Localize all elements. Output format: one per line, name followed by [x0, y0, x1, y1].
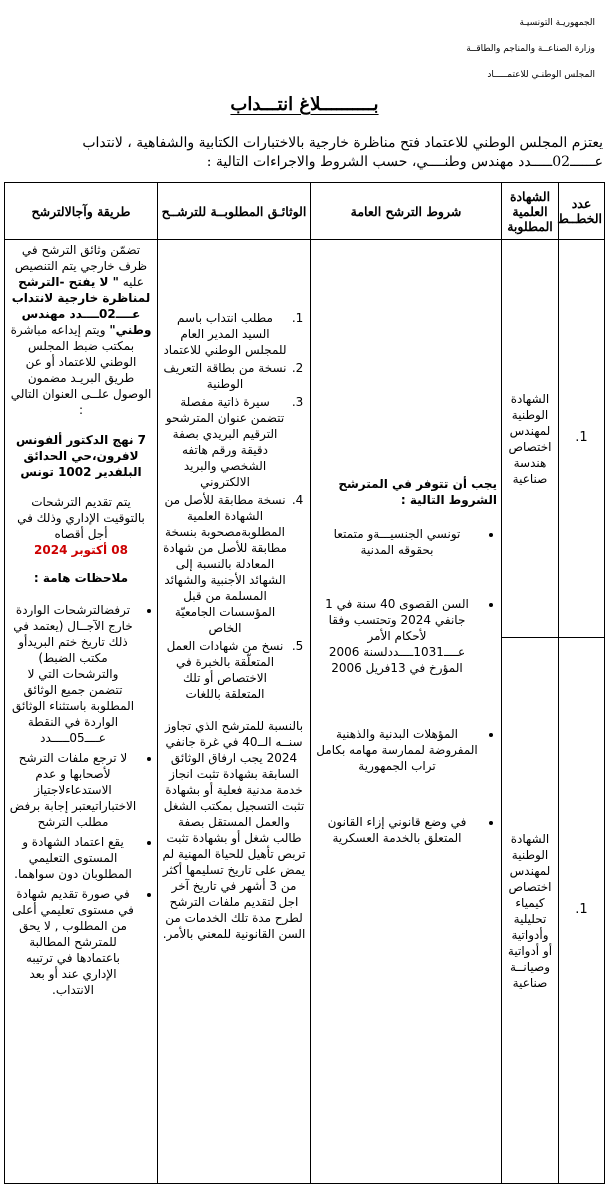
notes-list [9, 602, 153, 998]
intro-paragraph: يعتزم المجلس الوطني للاعتماد فتح مناظرة خارجية بالاختبارات الكتابية والشفاهية ، لانتداب عــــــ02ـــــدد مهندس وطنــــي، حسب الشروط والاجراءات التالية : [82, 135, 603, 170]
table-header-row [5, 183, 605, 240]
condition-item: • في وضع قانوني إزاء القانون المتعلق بالخدمة العسكرية [315, 814, 479, 846]
condition-item: • تونسي الجنسيـــةو متمتعا بحقوقه المدنية [315, 526, 479, 558]
document-item: 3. سيرة ذاتية مفصلة تتضمن عنوان المترشحو الترقيم البريدي بصفة دقيقة ورقم هاتفه الشخصي والبريد الالكتروني [162, 394, 288, 490]
header-count: عدد الخطــط [559, 183, 605, 240]
envelope-label: " لا يفتح -الترشح لمناظرة خارجية لانتداب عــــ02ــــدد مهندس وطني" [11, 275, 152, 337]
notes-title: ملاحظات هامة : [33, 571, 129, 585]
note-item: • ترفضالترشحات الواردة خارج الآجــال (يعتمد في ذلك تاريخ ختم البريدأو مكتب الضبط) والترشحات التي لا تتضمن جميع الوثائق المطلوبة باستثناء الوثائق الواردة في النقطة عــــ05ـــــدد [9, 602, 137, 746]
row-1-degree: الشهادة الوطنية لمهندس اختصاص هندسة صناعية [502, 240, 559, 638]
row-2-count: 1. [559, 638, 605, 1184]
header-conditions: شروط الترشح العامة [311, 183, 502, 240]
ministry-header: وزارة الصناعــة والمناجم والطاقــة [466, 44, 595, 54]
documents-cell [158, 240, 311, 1184]
row-1-count: 1. [559, 240, 605, 638]
note-item: • لا ترجع ملفات الترشح لأصحابها و عدم الاستدعاءلاجتياز الاختباراتيعتبر إجابة برفض مطلب الترشح [9, 750, 137, 830]
documents-note: بالنسبة للمترشح الذي تجاوز سنــه الــ40 في غرة جانفي 2024 يجب ارفاق الوثائق السابقة بشهادة تثبت انجاز خدمة مدنية فعلية أو بشهادة تثبت التسجيل بمكتب الشغل والعمل المستقل بصفة طالب شغل أو بشهادة تثبت تربص تأهيل للحياة المهنية لم يمض على تاريخ تسليمها أكثر من 3 أشهر في تاريخ آخر اجل لتقديم ملفات الترشح لطرح مدة تلك الخدمات من السن القانونية للمعني بالأمر. [162, 719, 306, 941]
note-item: • في صورة تقديم شهادة في مستوى تعليمي أعلى من المطلوب , لا يحق للمترشح المطالبة باعتمادها في ترتيبه الإداري عند أو بعد الانتداب. [9, 886, 137, 998]
document-item: 2. نسخة من بطاقة التعريف الوطنية [162, 360, 288, 392]
table-row [5, 240, 605, 638]
header-degree: الشهادة العلمية المطلوبة [502, 183, 559, 240]
condition-item: • السن القصوى 40 سنة في 1 جانفي 2024 وتحتسب وفقا لأحكام الأمر عــــ1031ــــددلسنة 2006 المؤرخ في 13فريل 2006 [315, 596, 479, 676]
documents-list [162, 310, 306, 702]
address: 7 نهج الدكتور ألفونس لافرون،حي الحدائق البلفدير 1002 تونس [15, 433, 147, 479]
condition-item: • المؤهلات البدنية والذهنية المفروضة لممارسة مهامه بكامل تراب الجمهورية [315, 726, 479, 774]
note-item: • يقع اعتماد الشهادة و المستوى التعليمي المطلوبان دون سواهما. [9, 834, 137, 882]
header-documents: الوثائـق المطلوبــة للترشــح [158, 183, 311, 240]
method-intro: تضمّن وثائق الترشح في ظرف خارجي يتم التنصيص عليه [14, 243, 148, 289]
document-item: 5. نسخ من شهادات العمل المتعلّقة بالخبرة في الاختصاص أو تلك المتعلقة باللغات [162, 638, 288, 702]
conditions-intro: يجب أن تتوفر في المترشح الشروط التالية : [338, 477, 497, 507]
conditions-cell [311, 240, 502, 1184]
document-item: 4. نسخة مطابقة للأصل من الشهادة العلمية المطلوبةمصحوبة بنسخة مطابقة للأصل من شهادة المعادلة بالنسبة إلى الشهائد الأجنبية والشهائد المسلمة من قبل المؤسسات الجامعيّة الخاص [162, 492, 288, 636]
method-cell [5, 240, 158, 1184]
page-title: بــــــــــلاغ انتـــداب [230, 94, 379, 115]
republic-header: الجمهوريـة التونسيـة [519, 18, 595, 28]
deadline-date: 08 أكتوبر 2024 [34, 543, 128, 557]
council-header: المجلس الوطنـي للاعتمـــــاد [487, 70, 595, 80]
row-2-degree: الشهادة الوطنية لمهندس اختصاص كيمياء تحليلية وأدواتية أو أدواتية وصيانــة صناعية [502, 638, 559, 1184]
conditions-list [315, 526, 497, 846]
requirements-table [4, 182, 605, 1184]
method-text [9, 242, 153, 418]
deadline-text: يتم تقديم الترشحات بالتوقيت الإداري وذلك في أجل أقصاه [17, 495, 145, 541]
document-item: 1. مطلب انتداب باسم السيد المدير العام للمجلس الوطني للاعتماد [162, 310, 288, 358]
method-delivery: ويتم إيداعه مباشرة بمكتب ضبط المجلس الوطني للاعتماد أو عن طريق البريـد مضمون الوصول علــى العنوان التالي : [10, 323, 152, 417]
header-method: طريقة وآجالالترشح [5, 183, 158, 240]
